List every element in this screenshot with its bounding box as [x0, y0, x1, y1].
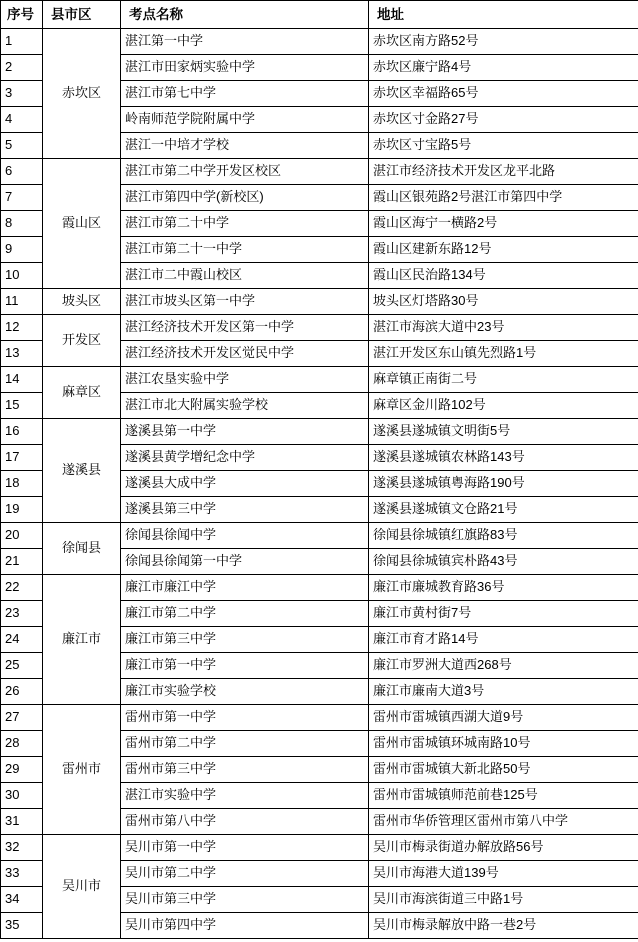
table-body [1, 29, 638, 939]
cell-address: 霞山区海宁一横路2号 [369, 211, 638, 237]
cell-seq: 31 [1, 809, 43, 835]
cell-seq: 23 [1, 601, 43, 627]
cell-address: 吴川市梅录街道办解放路56号 [369, 835, 638, 861]
cell-site-name: 湛江市田家炳实验中学 [121, 55, 369, 81]
cell-address: 湛江开发区东山镇先烈路1号 [369, 341, 638, 367]
cell-site-name: 湛江市坡头区第一中学 [121, 289, 369, 315]
cell-address: 徐闻县徐城镇宾朴路43号 [369, 549, 638, 575]
cell-district: 赤坎区 [43, 29, 121, 159]
cell-site-name: 湛江农垦实验中学 [121, 367, 369, 393]
table-row [1, 29, 638, 55]
cell-district: 开发区 [43, 315, 121, 367]
cell-site-name: 雷州市第三中学 [121, 757, 369, 783]
cell-site-name: 廉江市第三中学 [121, 627, 369, 653]
cell-address: 麻章镇正南街二号 [369, 367, 638, 393]
cell-district: 徐闻县 [43, 523, 121, 575]
cell-site-name: 遂溪县大成中学 [121, 471, 369, 497]
cell-district: 遂溪县 [43, 419, 121, 523]
cell-site-name: 吴川市第四中学 [121, 913, 369, 939]
cell-address: 徐闻县徐城镇红旗路83号 [369, 523, 638, 549]
cell-seq: 9 [1, 237, 43, 263]
cell-seq: 2 [1, 55, 43, 81]
cell-site-name: 湛江市第四中学(新校区) [121, 185, 369, 211]
cell-address: 廉江市罗洲大道西268号 [369, 653, 638, 679]
cell-seq: 4 [1, 107, 43, 133]
cell-seq: 27 [1, 705, 43, 731]
cell-seq: 13 [1, 341, 43, 367]
table-header [1, 1, 638, 29]
cell-seq: 1 [1, 29, 43, 55]
cell-address: 湛江市海滨大道中23号 [369, 315, 638, 341]
cell-address: 吴川市海滨街道三中路1号 [369, 887, 638, 913]
table-row [1, 835, 638, 861]
cell-site-name: 徐闻县徐闻中学 [121, 523, 369, 549]
cell-address: 赤坎区廉宁路4号 [369, 55, 638, 81]
cell-seq: 19 [1, 497, 43, 523]
cell-seq: 6 [1, 159, 43, 185]
cell-address: 廉江市黄村街7号 [369, 601, 638, 627]
cell-seq: 17 [1, 445, 43, 471]
cell-seq: 22 [1, 575, 43, 601]
cell-seq: 15 [1, 393, 43, 419]
cell-site-name: 吴川市第三中学 [121, 887, 369, 913]
cell-address: 廉江市育才路14号 [369, 627, 638, 653]
cell-site-name: 湛江第一中学 [121, 29, 369, 55]
cell-site-name: 遂溪县第三中学 [121, 497, 369, 523]
cell-address: 廉江市廉城教育路36号 [369, 575, 638, 601]
table-row [1, 315, 638, 341]
cell-seq: 34 [1, 887, 43, 913]
cell-site-name: 廉江市实验学校 [121, 679, 369, 705]
cell-site-name: 湛江市第七中学 [121, 81, 369, 107]
cell-district: 廉江市 [43, 575, 121, 705]
cell-address: 遂溪县遂城镇农林路143号 [369, 445, 638, 471]
cell-seq: 25 [1, 653, 43, 679]
cell-district: 吴川市 [43, 835, 121, 939]
cell-site-name: 廉江市廉江中学 [121, 575, 369, 601]
cell-site-name: 湛江市实验中学 [121, 783, 369, 809]
cell-address: 霞山区银苑路2号湛江市第四中学 [369, 185, 638, 211]
cell-address: 湛江市经济技术开发区龙平北路 [369, 159, 638, 185]
cell-site-name: 湛江经济技术开发区第一中学 [121, 315, 369, 341]
cell-seq: 3 [1, 81, 43, 107]
cell-address: 吴川市梅录解放中路一巷2号 [369, 913, 638, 939]
cell-address: 赤坎区幸福路65号 [369, 81, 638, 107]
table-row [1, 159, 638, 185]
cell-site-name: 吴川市第一中学 [121, 835, 369, 861]
column-header-site-name: 考点名称 [121, 1, 369, 29]
cell-address: 遂溪县遂城镇粤海路190号 [369, 471, 638, 497]
cell-address: 吴川市海港大道139号 [369, 861, 638, 887]
column-header-address: 地址 [369, 1, 638, 29]
cell-seq: 16 [1, 419, 43, 445]
cell-site-name: 湛江市二中霞山校区 [121, 263, 369, 289]
cell-site-name: 雷州市第八中学 [121, 809, 369, 835]
cell-seq: 8 [1, 211, 43, 237]
cell-address: 坡头区灯塔路30号 [369, 289, 638, 315]
cell-district: 麻章区 [43, 367, 121, 419]
cell-address: 霞山区民治路134号 [369, 263, 638, 289]
cell-address: 遂溪县遂城镇文明街5号 [369, 419, 638, 445]
cell-seq: 14 [1, 367, 43, 393]
cell-address: 麻章区金川路102号 [369, 393, 638, 419]
cell-seq: 21 [1, 549, 43, 575]
cell-seq: 33 [1, 861, 43, 887]
cell-seq: 28 [1, 731, 43, 757]
cell-site-name: 湛江经济技术开发区觉民中学 [121, 341, 369, 367]
cell-address: 雷州市雷城镇师范前巷125号 [369, 783, 638, 809]
cell-seq: 10 [1, 263, 43, 289]
cell-site-name: 湛江市第二十中学 [121, 211, 369, 237]
cell-seq: 18 [1, 471, 43, 497]
cell-address: 廉江市廉南大道3号 [369, 679, 638, 705]
cell-seq: 11 [1, 289, 43, 315]
column-header-seq: 序号 [1, 1, 43, 29]
table-row [1, 705, 638, 731]
cell-address: 雷州市雷城镇西湖大道9号 [369, 705, 638, 731]
table-header-row [1, 1, 638, 29]
cell-site-name: 遂溪县黄学增纪念中学 [121, 445, 369, 471]
cell-seq: 12 [1, 315, 43, 341]
cell-address: 赤坎区南方路52号 [369, 29, 638, 55]
table-row [1, 523, 638, 549]
cell-site-name: 湛江市第二十一中学 [121, 237, 369, 263]
cell-district: 坡头区 [43, 289, 121, 315]
cell-address: 雷州市华侨管理区雷州市第八中学 [369, 809, 638, 835]
cell-site-name: 廉江市第二中学 [121, 601, 369, 627]
cell-seq: 29 [1, 757, 43, 783]
table-row [1, 289, 638, 315]
cell-seq: 24 [1, 627, 43, 653]
cell-site-name: 湛江一中培才学校 [121, 133, 369, 159]
table-row [1, 419, 638, 445]
column-header-district: 县市区 [43, 1, 121, 29]
cell-site-name: 湛江市北大附属实验学校 [121, 393, 369, 419]
table-row [1, 575, 638, 601]
cell-seq: 5 [1, 133, 43, 159]
cell-site-name: 吴川市第二中学 [121, 861, 369, 887]
cell-district: 霞山区 [43, 159, 121, 289]
cell-seq: 7 [1, 185, 43, 211]
table-row [1, 367, 638, 393]
cell-address: 雷州市雷城镇环城南路10号 [369, 731, 638, 757]
cell-seq: 26 [1, 679, 43, 705]
cell-seq: 32 [1, 835, 43, 861]
cell-site-name: 雷州市第二中学 [121, 731, 369, 757]
cell-district: 雷州市 [43, 705, 121, 835]
cell-address: 赤坎区寸宝路5号 [369, 133, 638, 159]
cell-seq: 20 [1, 523, 43, 549]
cell-site-name: 廉江市第一中学 [121, 653, 369, 679]
cell-seq: 30 [1, 783, 43, 809]
cell-seq: 35 [1, 913, 43, 939]
cell-site-name: 雷州市第一中学 [121, 705, 369, 731]
cell-site-name: 岭南师范学院附属中学 [121, 107, 369, 133]
cell-site-name: 湛江市第二中学开发区校区 [121, 159, 369, 185]
cell-site-name: 遂溪县第一中学 [121, 419, 369, 445]
cell-address: 霞山区建新东路12号 [369, 237, 638, 263]
cell-address: 遂溪县遂城镇文仓路21号 [369, 497, 638, 523]
cell-address: 雷州市雷城镇大新北路50号 [369, 757, 638, 783]
cell-site-name: 徐闻县徐闻第一中学 [121, 549, 369, 575]
cell-address: 赤坎区寸金路27号 [369, 107, 638, 133]
